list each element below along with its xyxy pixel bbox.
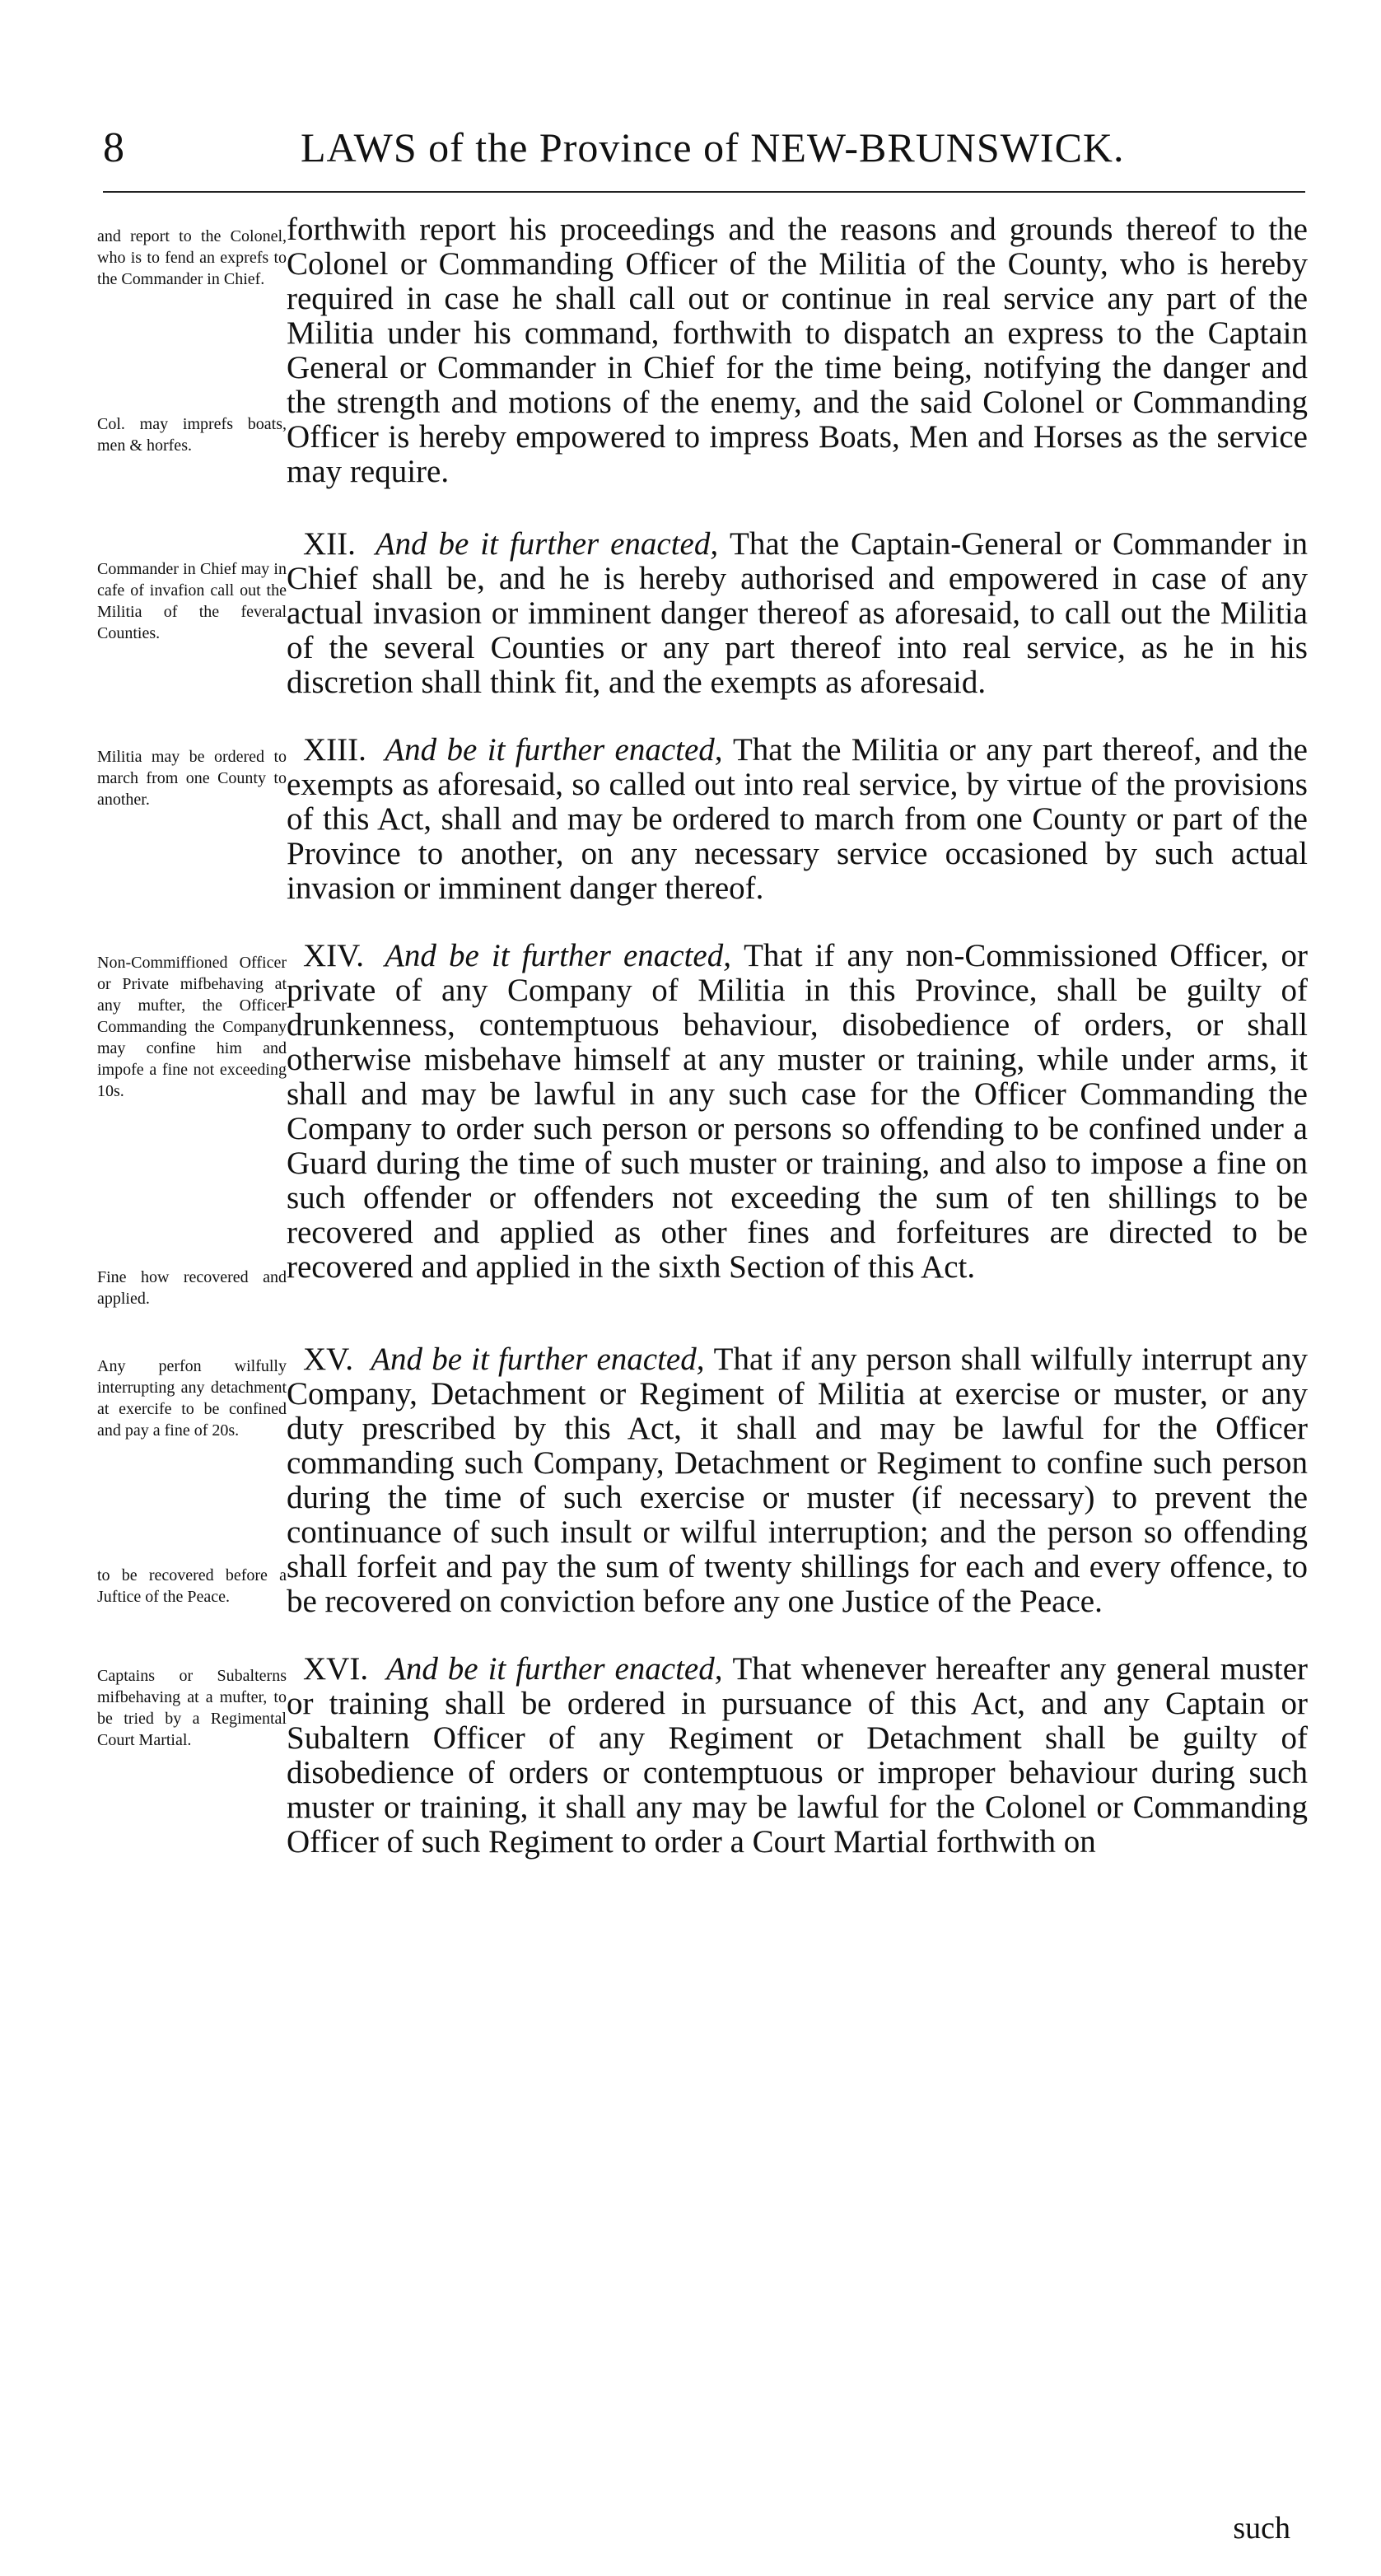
enacting-clause: And be it further enacted, bbox=[375, 526, 730, 562]
section-continuation bbox=[97, 212, 1308, 489]
section-text bbox=[287, 1652, 1308, 1860]
catchword: such bbox=[1233, 2511, 1290, 2546]
margin-note: Any perfon wilfully interrupting any detachment at exercife to be confined and pay a fine of 20s. bbox=[97, 1357, 287, 1440]
enacting-clause: And be it further enacted, bbox=[385, 938, 744, 973]
margin-note: Captains or Subalterns mifbehaving at a mufter, to be tried by a Regimental Court Martial. bbox=[97, 1667, 287, 1749]
section-number: XII. bbox=[303, 526, 356, 562]
margin-notes bbox=[97, 527, 287, 644]
section-number: XIV. bbox=[303, 938, 365, 973]
enacting-clause: And be it further enacted, bbox=[371, 1342, 714, 1377]
section-number: XIII. bbox=[303, 732, 366, 768]
section-text bbox=[287, 733, 1308, 906]
section-body: forthwith report his proceedings and the reasons and grounds thereof to the Colonel or Commanding Officer of the Militia of the County, who is hereby required in case he shall call out or continue in real service any part of the Militia under his command, forthwith to dispatch an express to the Captain General or Commander in Chief for the time being, notifying the danger and the strength and motions of the enemy, and the said Colonel or Commanding Officer is hereby empowered to impress Boats, Men and Horses as the service may require. bbox=[287, 212, 1308, 489]
margin-note: Commander in Chief may in cafe of invafion call out the Militia of the feveral Counties. bbox=[97, 560, 287, 642]
margin-note: and report to the Colonel, who is to fend an exprefs to the Commander in Chief. bbox=[97, 227, 287, 288]
section-number: XVI. bbox=[303, 1651, 369, 1687]
page-header bbox=[103, 124, 1305, 172]
section-xii bbox=[97, 527, 1308, 700]
margin-note: Fine how recovered and applied. bbox=[97, 1268, 287, 1308]
section-body: That the Militia or any part thereof, and the exempts as aforesaid, so called out into real service, by virtue of the provisions of this Act, shall and may be ordered to march from one County or part of the Province to another, on any necessary service occasioned by such actual invasion or imminent danger thereof. bbox=[287, 732, 1308, 906]
margin-note: to be recovered before a Juftice of the Peace. bbox=[97, 1566, 287, 1606]
section-xvi bbox=[97, 1652, 1308, 1860]
margin-notes bbox=[97, 939, 287, 1309]
margin-note: Militia may be ordered to march from one County to another. bbox=[97, 748, 287, 809]
section-xv bbox=[97, 1342, 1308, 1619]
margin-notes bbox=[97, 1652, 287, 1751]
section-number: XV. bbox=[303, 1342, 354, 1377]
margin-notes bbox=[97, 733, 287, 810]
enacting-clause: And be it further enacted, bbox=[385, 732, 733, 768]
section-body: That if any non-Commissioned Officer, or private of any Company of Militia in this Province, shall be guilty of drunkenness, contemptuous behaviour, disobedience of orders, or shall otherwise misbehave himself at any muster or training, while under arms, it shall and may be lawful in any such case for the Officer Commanding the Company to order such person or persons so offending to be confined under a Guard during the time of such muster or training, and also to impose a fine on such offender or offenders not exceeding the sum of ten shillings to be recovered and applied as other fines and forfeitures are directed to be recovered and applied in the sixth Section of this Act. bbox=[287, 938, 1309, 1285]
section-xiii bbox=[97, 733, 1308, 906]
section-body: That the Captain-General or Commander in Chief shall be, and he is hereby authorised and empowered in case of any actual invasion or imminent danger thereof as aforesaid, to call out the Militia of the several Counties or any part thereof into real service, as he in his discretion shall think fit, and the exempts as aforesaid. bbox=[287, 526, 1309, 700]
margin-notes bbox=[97, 212, 287, 456]
margin-notes bbox=[97, 1342, 287, 1608]
enacting-clause: And be it further enacted, bbox=[386, 1651, 733, 1687]
section-body: That if any person shall wilfully interrupt any Company, Detachment or Regiment of Militia at exercise or muster, or any duty prescribed by this Act, it shall and may be lawful for the Officer commanding such Company, Detachment or Regiment to confine such person during the time of such exercise or muster (if necessary) to prevent the continuance of such insult or wilful interruption; and the person so offending shall forfeit and pay the sum of twenty shillings for each and every offence, to be recovered on conviction before any one Justice of the Peace. bbox=[287, 1342, 1308, 1619]
section-text bbox=[287, 527, 1308, 700]
running-title: LAWS of the Province of NEW-BRUNSWICK. bbox=[301, 124, 1125, 170]
section-xiv bbox=[97, 939, 1308, 1309]
section-text bbox=[287, 939, 1308, 1285]
margin-note: Non-Commiffioned Officer or Private mifbehaving at any mufter, the Officer Commanding the Company may confine him and impofe a fine not exceeding 10s. bbox=[97, 954, 287, 1100]
section-body: That whenever hereafter any general muster or training shall be ordered in pursuance of this Act, and any Captain or Subaltern Officer of any Regiment or Detachment shall be guilty of disobedience of orders or contemptuous or improper behaviour during such muster or training, it shall any may be lawful for the Colonel or Commanding Officer of such Regiment to order a Court Martial forthwith on bbox=[287, 1651, 1309, 1860]
page-number: 8 bbox=[103, 124, 124, 171]
section-text bbox=[287, 212, 1308, 489]
margin-note: Col. may imprefs boats, men & horfes. bbox=[97, 415, 287, 455]
header-rule bbox=[103, 191, 1305, 193]
section-text bbox=[287, 1342, 1308, 1619]
document-body bbox=[97, 212, 1308, 1892]
